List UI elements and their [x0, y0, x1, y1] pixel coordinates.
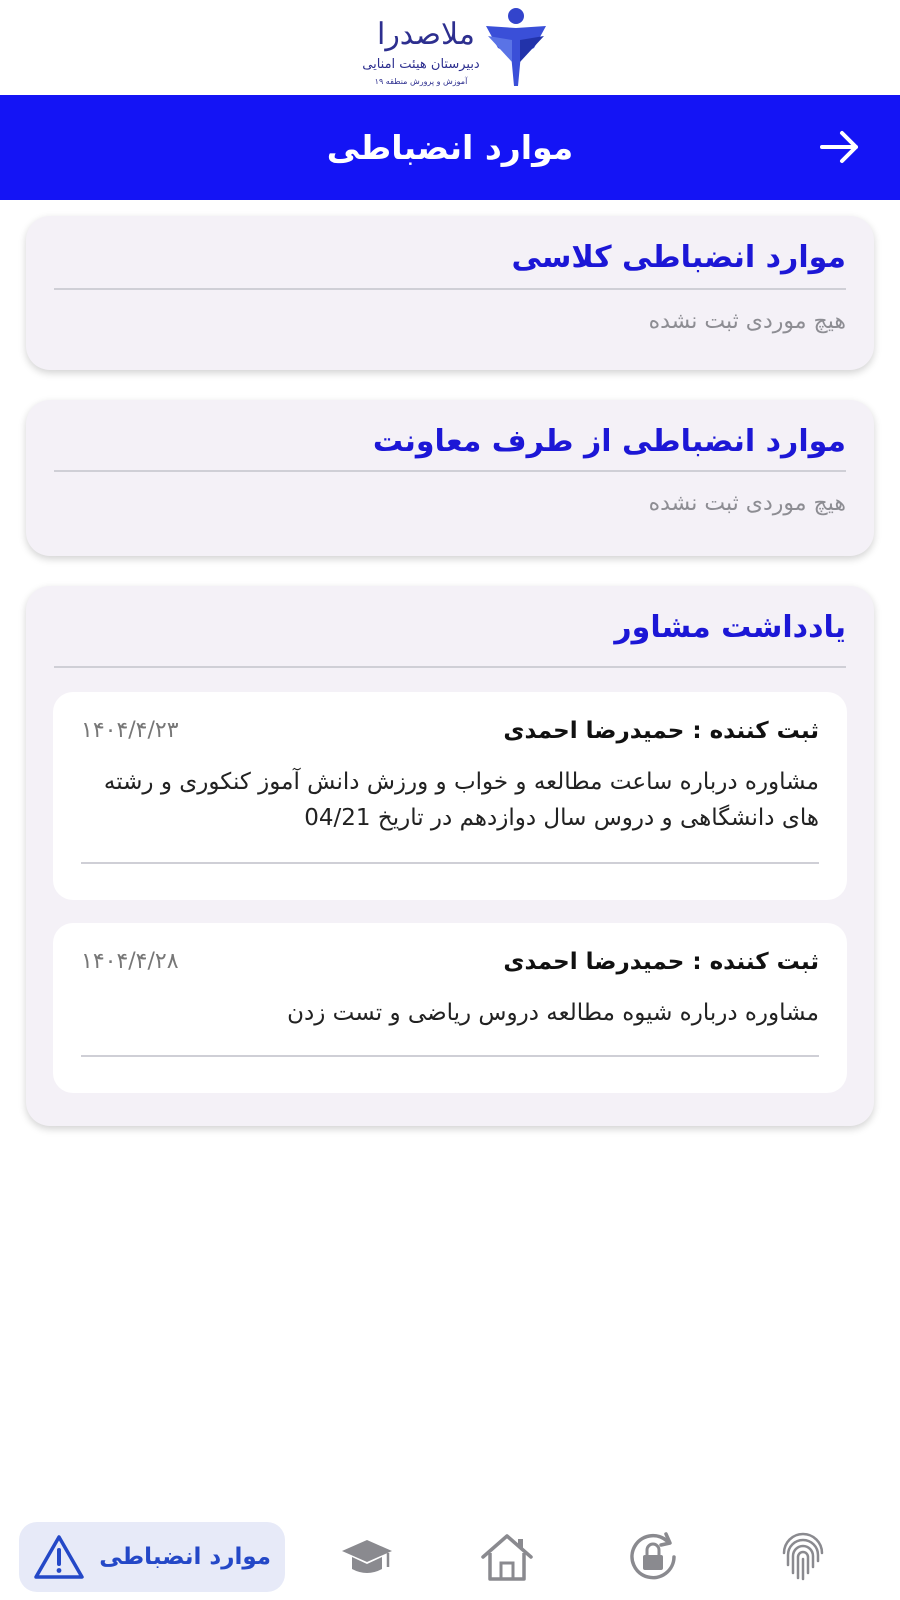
- bottom-navigation: [0, 1505, 900, 1600]
- page-title: موارد انضباطی: [326, 128, 574, 167]
- empty-message: هیچ موردی ثبت نشده: [648, 491, 846, 516]
- logo-text: ملاصدرا: [376, 17, 476, 52]
- advisor-notes-card: [26, 586, 874, 1126]
- note-text: مشاوره درباره ساعت مطالعه و خواب و ورزش دانش آموز کنکوری و رشته های دانشگاهی و دروس سال دوازدهم در تاریخ 04/21: [103, 769, 819, 831]
- advisor-note: [53, 692, 847, 900]
- page-header: [0, 95, 900, 200]
- classroom-discipline-card: [26, 216, 874, 370]
- advisor-note: [53, 923, 847, 1093]
- lock-rotate-icon[interactable]: [624, 1531, 682, 1583]
- divider: [81, 1055, 819, 1057]
- logo-subtext-2: آموزش و پرورش منطقه ۱۹: [374, 77, 468, 86]
- note-author: ثبت کننده : حمیدرضا احمدی: [503, 718, 819, 744]
- fingerprint-icon[interactable]: [774, 1531, 832, 1583]
- divider: [54, 666, 846, 668]
- card-title: موارد انضباطی از طرف معاونت: [372, 424, 846, 459]
- divider: [54, 470, 846, 472]
- note-date: ۱۴۰۴/۴/۲۳: [81, 718, 179, 743]
- deputy-discipline-card: [26, 400, 874, 556]
- logo-subtext: دبیرستان هیئت امنایی: [362, 57, 480, 72]
- nav-item-label: موارد انضباطی: [99, 1544, 271, 1570]
- divider: [54, 288, 846, 290]
- card-title: یادداشت مشاور: [614, 610, 846, 645]
- warning-triangle-icon: [33, 1533, 85, 1581]
- divider: [81, 862, 819, 864]
- logo-bar: [0, 0, 900, 95]
- note-date: ۱۴۰۴/۴/۲۸: [81, 949, 179, 974]
- arrow-right-icon[interactable]: [816, 123, 864, 171]
- nav-item-discipline[interactable]: [19, 1522, 285, 1592]
- note-author: ثبت کننده : حمیدرضا احمدی: [503, 949, 819, 975]
- school-logo: [336, 6, 560, 90]
- empty-message: هیچ موردی ثبت نشده: [648, 309, 846, 334]
- home-icon[interactable]: [478, 1531, 536, 1583]
- card-title: موارد انضباطی کلاسی: [511, 240, 846, 275]
- note-text: مشاوره درباره شیوه مطالعه دروس ریاضی و تست زدن: [287, 1000, 819, 1026]
- graduation-cap-icon[interactable]: [338, 1531, 396, 1583]
